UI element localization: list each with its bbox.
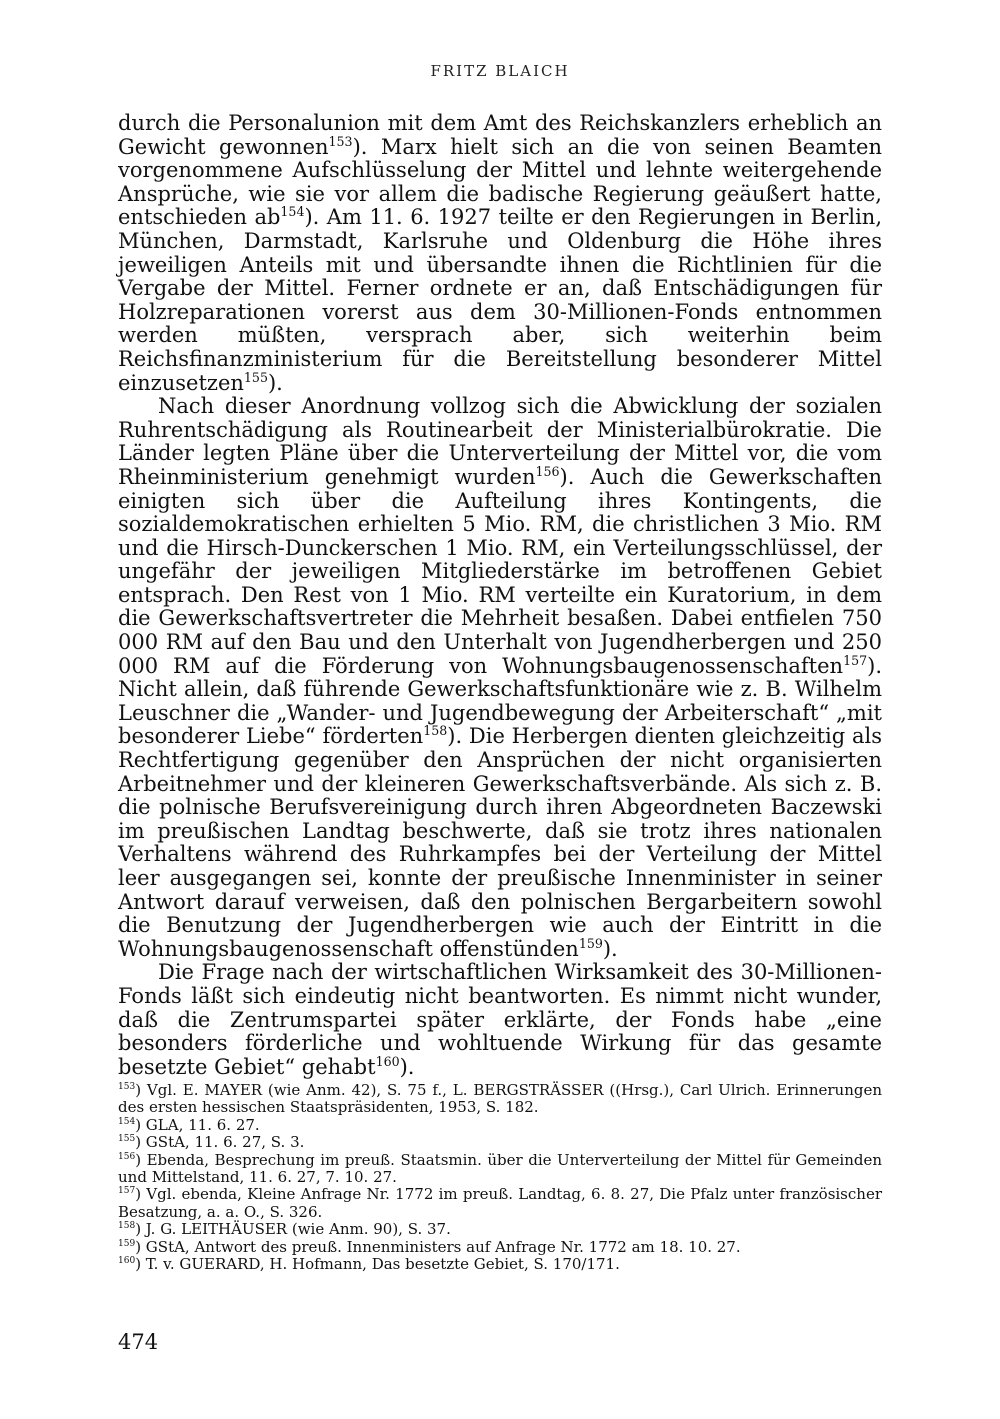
footnote-text: ) Ebenda, Besprechung im preuß. Staatsmin. über die Unterverteilung der Mittel für Gemeinden und Mittelstand, 11. 6. 27, 7. 10. 27. [118,1150,882,1187]
footnote-text: ) GLA, 11. 6. 27. [135,1115,260,1134]
footnote-reference: 154 [280,204,305,220]
paragraph-text: ). [267,370,283,395]
paragraph [118,961,882,1079]
footnote [118,1134,882,1151]
footnote-number: 154 [118,1116,136,1127]
footnote-reference: 156 [535,463,560,479]
paragraph-text: ). Marx hielt sich an die von seinen Beamten vorgenommene Aufschlüsselung der Mittel und lehnte weitergehende Ansprüche, wie sie vor allem die badische Regierung geäußert hatte, entschieden ab [118,134,882,230]
footnote-reference: 160 [375,1053,400,1069]
footnotes [118,1082,882,1273]
paragraph-text: ). Am 11. 6. 1927 teilte er den Regierungen in Berlin, München, Darmstadt, Karlsruhe und Oldenburg die Höhe ihres jeweiligen Anteils mit und übersandte ihnen die Richtlinien für die Vergabe der Mittel. Ferner ordnete er an, daß Entschädigungen für Holzreparationen vorerst aus dem 30-Millionen-Fonds entnommen werden müßten, versprach aber, sich weiterhin beim Reichsfinanzministerium für die Bereitstellung besonderer Mittel einzusetzen [118,205,882,395]
paragraph [118,395,882,961]
paragraph-text: durch die Personalunion mit dem Amt des Reichskanzlers erheblich an Gewicht gewonnen [118,111,882,159]
footnote-reference: 155 [243,369,268,385]
footnote-text: ) Vgl. ebenda, Kleine Anfrage Nr. 1772 im preuß. Landtag, 6. 8. 27, Die Pfalz unter französischer Besatzung, a. a. O., S. 326. [118,1185,882,1221]
footnote-reference: 153 [328,133,353,149]
footnote [118,1186,882,1221]
paragraph [118,112,882,395]
footnote [118,1117,882,1134]
paragraph-text: ). Auch die Gewerkschaften einigten sich über die Aufteilung ihres Kontingents, die sozialdemokratischen erhielten 5 Mio. RM, die christlichen 3 Mio. RM und die Hirsch-Dunckerschen 1 Mio. RM, ein Verteilungsschlüssel, der ungefähr der jeweiligen Mitgliederstärke im betroffenen Gebiet entsprach. Den Rest von 1 Mio. RM verteilte ein Kuratorium, in dem die Gewerkschaftsvertreter die Mehrheit besaßen. Dabei entfielen 750 000 RM auf den Bau und den Unterhalt von Jugendherbergen und 250 000 RM auf die Förderung von Wohnungsbaugenossenschaften [118,464,882,678]
paragraph-text: Nach dieser Anordnung vollzog sich die Abwicklung der sozialen Ruhrentschädigung als Routinearbeit der Ministerialbürokratie. Die Länder legten Pläne über die Unterverteilung der Mittel vor, die vom Rheinministerium genehmigt wurden [118,394,882,489]
footnote-number: 156 [118,1151,136,1162]
paragraph-text: ). [399,1054,415,1079]
paragraph-text: ). Nicht allein, daß führende Gewerkschaftsfunktionäre wie z. B. Wilhelm Leuschner die „Wander- und Jugendbewegung der Arbeiterschaft“ „mit besonderer Liebe“ förderten [118,653,882,749]
footnote [118,1082,882,1117]
footnote-number: 160 [118,1256,136,1267]
footnote [118,1239,882,1256]
footnote-number: 155 [118,1134,136,1145]
footnote-reference: 157 [843,652,868,668]
footnote-number: 159 [118,1238,136,1249]
footnote-number: 157 [118,1186,136,1197]
footnote [118,1256,882,1273]
running-header: FRITZ BLAICH [430,62,570,80]
footnote-text: ) Vgl. E. MAYER (wie Anm. 42), S. 75 f., L. BERGSTRÄSSER ((Hrsg.), Carl Ulrich. Erinnerungen des ersten hessischen Staatspräsidenten, 1953, S. 182. [118,1081,882,1117]
footnote-text: ) GStA, Antwort des preuß. Innenministers auf Anfrage Nr. 1772 am 18. 10. 27. [135,1237,741,1256]
footnote-reference: 159 [578,935,603,951]
paragraph-text: ). Die Herbergen dienten gleichzeitig als Rechtfertigung gegenüber den Ansprüchen der nicht organisierten Arbeitnehmer und der kleineren Gewerkschaftsverbände. Als sich z. B. die polnische Berufsvereinigung durch ihren Abgeordneten Baczewski im preußischen Landtag beschwerte, daß sie trotz ihres nationalen Verhaltens während des Ruhrkampfes bei der Verteilung der Mittel leer ausgegangen sei, konnte der preußische Innenminister in seiner Antwort darauf verweisen, daß den polnischen Bergarbeitern sowohl die Benutzung der Jugendherbergen wie auch der Eintritt in die Wohnungsbaugenossenschaft offenstünden [118,724,882,961]
footnote [118,1221,882,1238]
paragraph-text: Die Frage nach der wirtschaftlichen Wirksamkeit des 30-Millionen-Fonds läßt sich eindeutig nicht beantworten. Es nimmt nicht wunder, daß die Zentrumspartei später erklärte, der Fonds habe „eine besonders förderliche und wohltuende Wirkung für das gesamte besetzte Gebiet“ gehabt [118,960,882,1079]
footnote [118,1152,882,1187]
footnote-number: 158 [118,1221,136,1232]
footnote-number: 153 [118,1082,136,1092]
footnote-text: ) T. v. GUERARD, H. Hofmann, Das besetzte Gebiet, S. 170/171. [135,1255,620,1274]
body-text [118,112,882,1079]
page-number: 474 [118,1330,159,1354]
footnote-text: ) J. G. LEITHÄUSER (wie Anm. 90), S. 37. [135,1220,451,1239]
footnote-reference: 158 [423,723,448,739]
footnote-text: ) GStA, 11. 6. 27, S. 3. [135,1133,305,1152]
paragraph-text: ). [602,936,618,961]
